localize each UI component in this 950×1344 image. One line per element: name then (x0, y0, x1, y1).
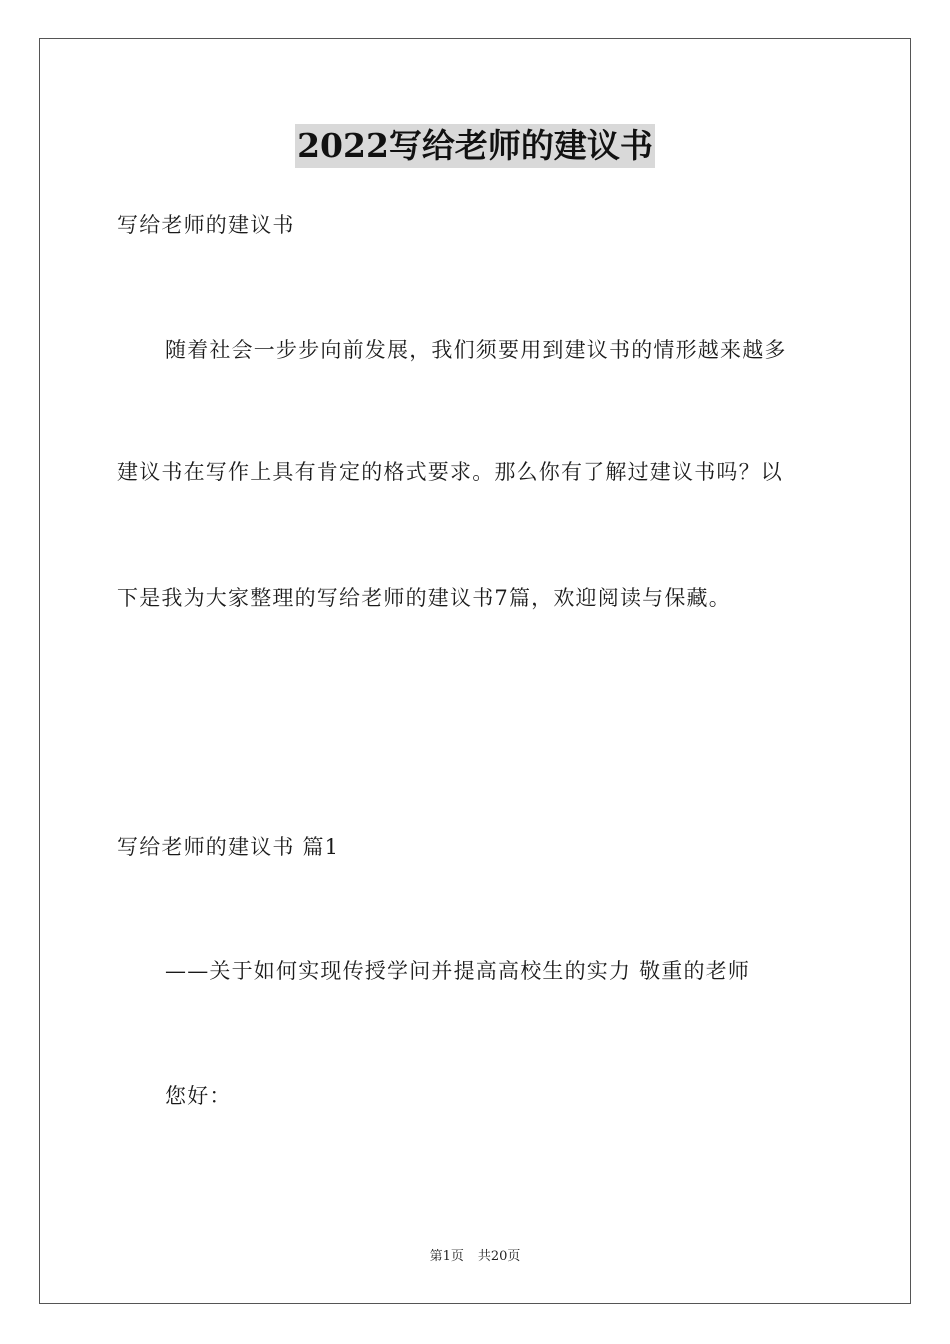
intro-line-3: 下是我为大家整理的写给老师的建议书7篇，欢迎阅读与保藏。 (117, 586, 731, 610)
title-container (0, 124, 950, 168)
page-total: 共20页 (477, 1249, 521, 1264)
document-subtitle: 写给老师的建议书 (117, 213, 295, 237)
page-number: 第1页 (429, 1249, 464, 1264)
document-title: 2022写给老师的建议书 (295, 124, 655, 168)
section-heading: 写给老师的建议书 篇1 (117, 835, 340, 859)
intro-line-2: 建议书在写作上具有肯定的格式要求。那么你有了解过建议书吗？以 (117, 460, 783, 484)
section-line-2: 您好： (165, 1084, 232, 1108)
page-footer (0, 1248, 950, 1266)
intro-line-1: 随着社会一步步向前发展，我们须要用到建议书的情形越来越多 (165, 338, 787, 362)
section-line-1: ——关于如何实现传授学问并提高高校生的实力 敬重的老师 (165, 959, 751, 983)
